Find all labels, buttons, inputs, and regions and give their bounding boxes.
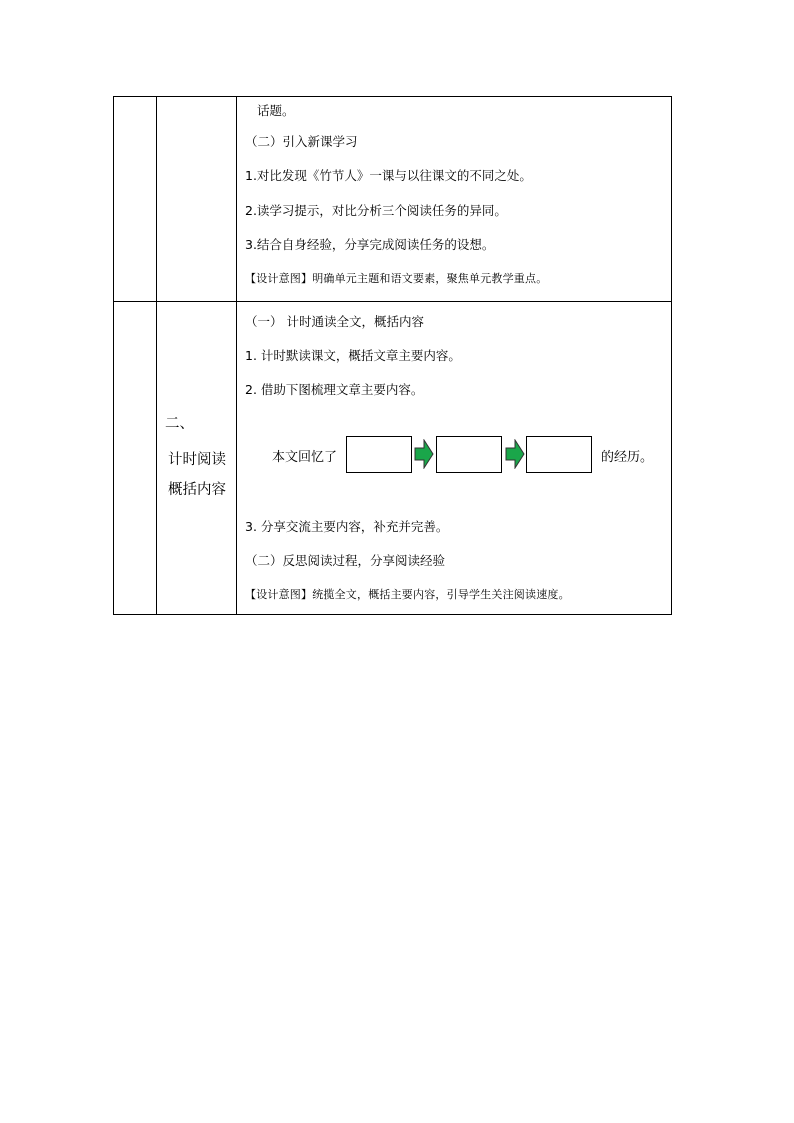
text-line: 3.结合自身经验，分享完成阅读任务的设想。 — [245, 237, 495, 252]
text-line: 1.对比发现《竹节人》一课与以往课文的不同之处。 — [245, 168, 532, 183]
table-row — [114, 302, 672, 615]
flow-box-3 — [526, 436, 592, 473]
text-line: 2. 借助下图梳理文章主要内容。 — [245, 382, 424, 397]
empty-cell — [114, 302, 157, 615]
content-cell — [237, 302, 672, 615]
text-line: 2.读学习提示，对比分析三个阅读任务的异同。 — [245, 203, 507, 218]
table-row — [114, 97, 672, 302]
arrow-right-icon — [414, 439, 434, 469]
stage-cell — [157, 302, 237, 615]
section-heading: （一） 计时通读全文，概括内容 — [245, 314, 424, 329]
empty-cell — [114, 97, 157, 302]
section-heading: （二）反思阅读过程，分享阅读经验 — [245, 553, 446, 568]
lesson-plan-table — [113, 96, 672, 615]
text-line: 3. 分享交流主要内容，补充并完善。 — [245, 519, 449, 534]
flow-suffix: 的经历。 — [601, 450, 654, 465]
flow-prefix: 本文回忆了 — [272, 450, 338, 465]
section-heading: （二）引入新课学习 — [245, 134, 358, 149]
content-cell — [237, 97, 672, 302]
stage-title-line2: 概括内容 — [168, 482, 226, 498]
arrow-right-icon — [505, 439, 525, 469]
empty-cell — [157, 97, 237, 302]
flow-box-1 — [346, 436, 412, 473]
text-line: 1. 计时默读课文，概括文章主要内容。 — [245, 348, 461, 363]
design-intent: 【设计意图】统揽全文，概括主要内容，引导学生关注阅读速度。 — [245, 588, 570, 601]
text-line: 话题。 — [257, 103, 295, 118]
stage-number: 二、 — [165, 416, 194, 432]
design-intent: 【设计意图】明确单元主题和语文要素，聚焦单元教学重点。 — [245, 272, 548, 285]
flow-box-2 — [436, 436, 502, 473]
stage-title-line1: 计时阅读 — [168, 452, 226, 468]
